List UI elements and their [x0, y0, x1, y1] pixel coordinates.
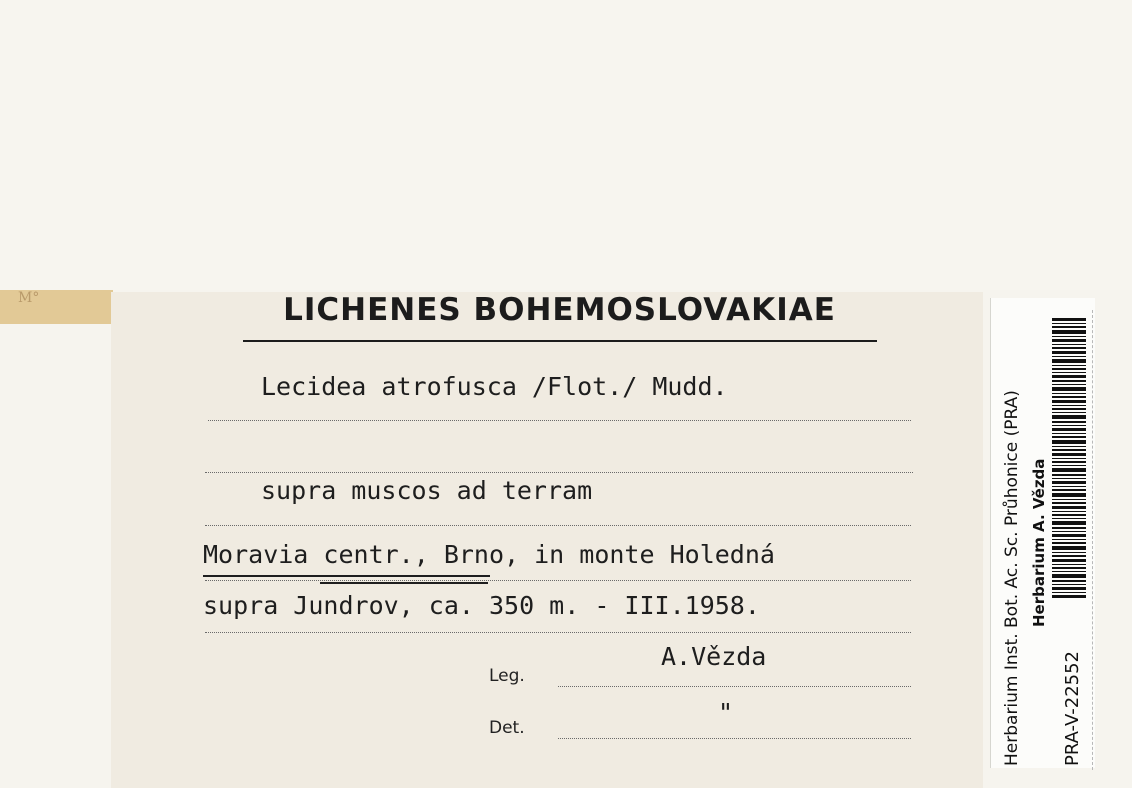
det-label: Det.: [489, 718, 525, 738]
dotted-line: [205, 580, 911, 581]
dotted-line: [205, 525, 911, 526]
slip-edge: [1092, 310, 1093, 770]
barcode-icon: [1052, 318, 1086, 598]
title-underline: [243, 340, 877, 342]
substrate-text: supra muscos ad terram: [261, 476, 593, 505]
collector-name: A.Vězda: [661, 642, 767, 671]
dotted-line: [205, 632, 911, 633]
locality-line-1: Moravia centr., Brno, in monte Holedná: [203, 540, 775, 569]
catalog-number: PRA-V-22552: [1062, 650, 1083, 766]
locality-underline: [203, 575, 490, 577]
institution-text: Herbarium Inst. Bot. Ac. Sc. Průhonice (PRA): [1002, 390, 1022, 766]
mounting-tape: [0, 290, 113, 324]
dotted-line: [558, 738, 911, 739]
determiner-ditto: ": [718, 698, 734, 727]
species-name: Lecidea atrofusca /Flot./ Mudd.: [261, 372, 728, 401]
locality-line-2: supra Jundrov, ca. 350 m. - III.1958.: [203, 591, 760, 620]
leg-label: Leg.: [489, 666, 525, 686]
dotted-line: [205, 472, 913, 473]
dotted-line: [208, 420, 911, 421]
label-title: LICHENES BOHEMOSLOVAKIAE: [283, 292, 836, 328]
collection-text: Herbarium A. Vězda: [1030, 458, 1048, 627]
dotted-line: [558, 686, 911, 687]
locality-underline: [320, 582, 488, 584]
herbarium-sheet: [0, 0, 1132, 290]
tape-mark: M°: [18, 290, 40, 306]
